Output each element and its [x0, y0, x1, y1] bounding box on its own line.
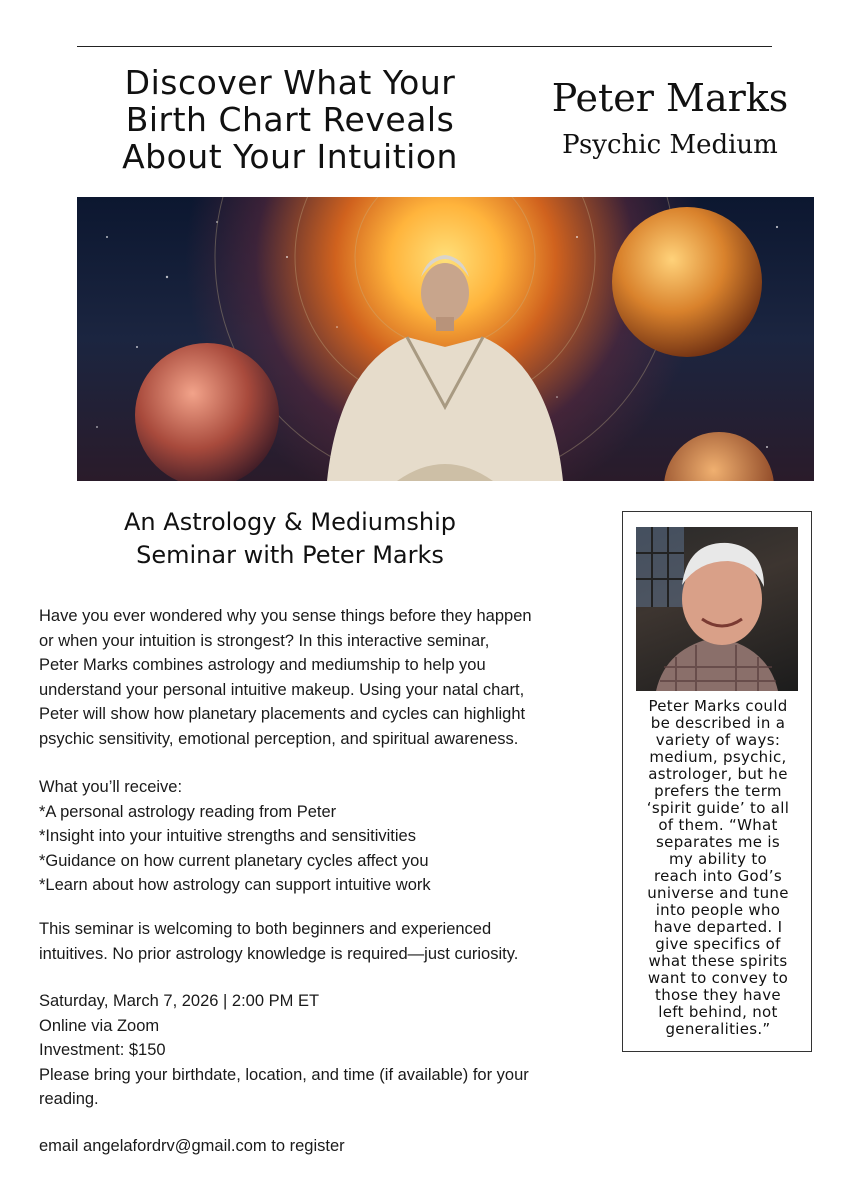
bio-line: prefers the term: [654, 782, 782, 800]
bio-line: those they have: [655, 986, 781, 1004]
intro-line: Peter Marks combines astrology and mediumship to help you: [39, 656, 486, 674]
intro-line: or when your intuition is strongest? In this interactive seminar,: [39, 631, 490, 650]
intro-line: Have you ever wondered why you sense things before they happen: [39, 607, 532, 625]
bio-line: left behind, not: [658, 1003, 778, 1021]
receive-item: *Learn about how astrology can support intuitive work: [39, 876, 431, 894]
headline-line-2: Birth Chart Reveals: [125, 100, 455, 139]
headline-line-1: Discover What Your: [124, 63, 456, 102]
welcome-line: This seminar is welcoming to both beginners and experienced: [39, 920, 492, 938]
headline: [78, 64, 502, 175]
receive-heading: What you’ll receive:: [39, 778, 183, 796]
register-line: [39, 1134, 599, 1159]
bio-line: be described in a: [650, 714, 786, 732]
register-text: email angelafordrv@gmail.com to register: [39, 1137, 345, 1155]
cosmic-banner-image: [77, 197, 814, 481]
portrait-illustration: [636, 527, 798, 691]
bio-line: universe and tune: [647, 884, 789, 902]
receive-item: *Insight into your intuitive strengths and sensitivities: [39, 827, 416, 845]
bio-text: [626, 698, 810, 1038]
presenter-portrait: [636, 527, 798, 691]
receive-item: *Guidance on how current planetary cycles affect you: [39, 851, 429, 870]
bio-line: have departed. I: [653, 918, 783, 936]
presenter-name: Peter Marks: [551, 76, 789, 120]
bio-line: astrologer, but he: [648, 765, 788, 783]
bring-line: reading.: [39, 1090, 99, 1108]
subheading-line-2: Seminar with Peter Marks: [136, 541, 444, 569]
bio-line: medium, psychic,: [649, 748, 787, 766]
presenter-role: Psychic Medium: [562, 130, 778, 160]
event-date-time: Saturday, March 7, 2026 | 2:00 PM ET: [39, 992, 320, 1010]
bring-line: Please bring your birthdate, location, and time (if available) for your: [39, 1065, 529, 1084]
receive-item: *A personal astrology reading from Peter: [39, 802, 337, 821]
intro-line: understand your personal intuitive makeup. Using your natal chart,: [39, 680, 525, 699]
event-investment: Investment: $150: [39, 1041, 166, 1059]
bio-line: separates me is: [656, 833, 780, 851]
bio-line: my ability to: [669, 850, 767, 868]
bio-line: want to convey to: [647, 969, 789, 987]
event-location: Online via Zoom: [39, 1016, 160, 1035]
intro-paragraph: [39, 604, 599, 751]
bio-line: reach into God’s: [654, 867, 782, 885]
bio-line: into people who: [655, 901, 781, 919]
top-divider: [77, 46, 772, 47]
bio-line: of them. “What: [658, 816, 778, 834]
bio-line: Peter Marks could: [648, 697, 788, 715]
bio-line: what these spirits: [648, 952, 788, 970]
subheading-line-1: An Astrology & Mediumship: [124, 508, 456, 536]
receive-section: [39, 775, 599, 898]
welcome-line: intuitives. No prior astrology knowledge is required—just curiosity.: [39, 944, 519, 963]
bio-line: give specifics of: [655, 935, 781, 953]
bio-line: ‘spirit guide’ to all: [646, 799, 790, 817]
cosmic-illustration: [77, 197, 814, 481]
intro-line: Peter will show how planetary placements and cycles can highlight: [39, 705, 526, 723]
event-details: [39, 989, 599, 1112]
seminar-subheading: [60, 506, 520, 572]
headline-line-3: About Your Intuition: [122, 137, 458, 176]
intro-line: psychic sensitivity, emotional perception, and spiritual awareness.: [39, 729, 519, 748]
welcome-paragraph: [39, 917, 599, 966]
bio-line: generalities.”: [665, 1020, 771, 1038]
bio-line: variety of ways:: [655, 731, 781, 749]
